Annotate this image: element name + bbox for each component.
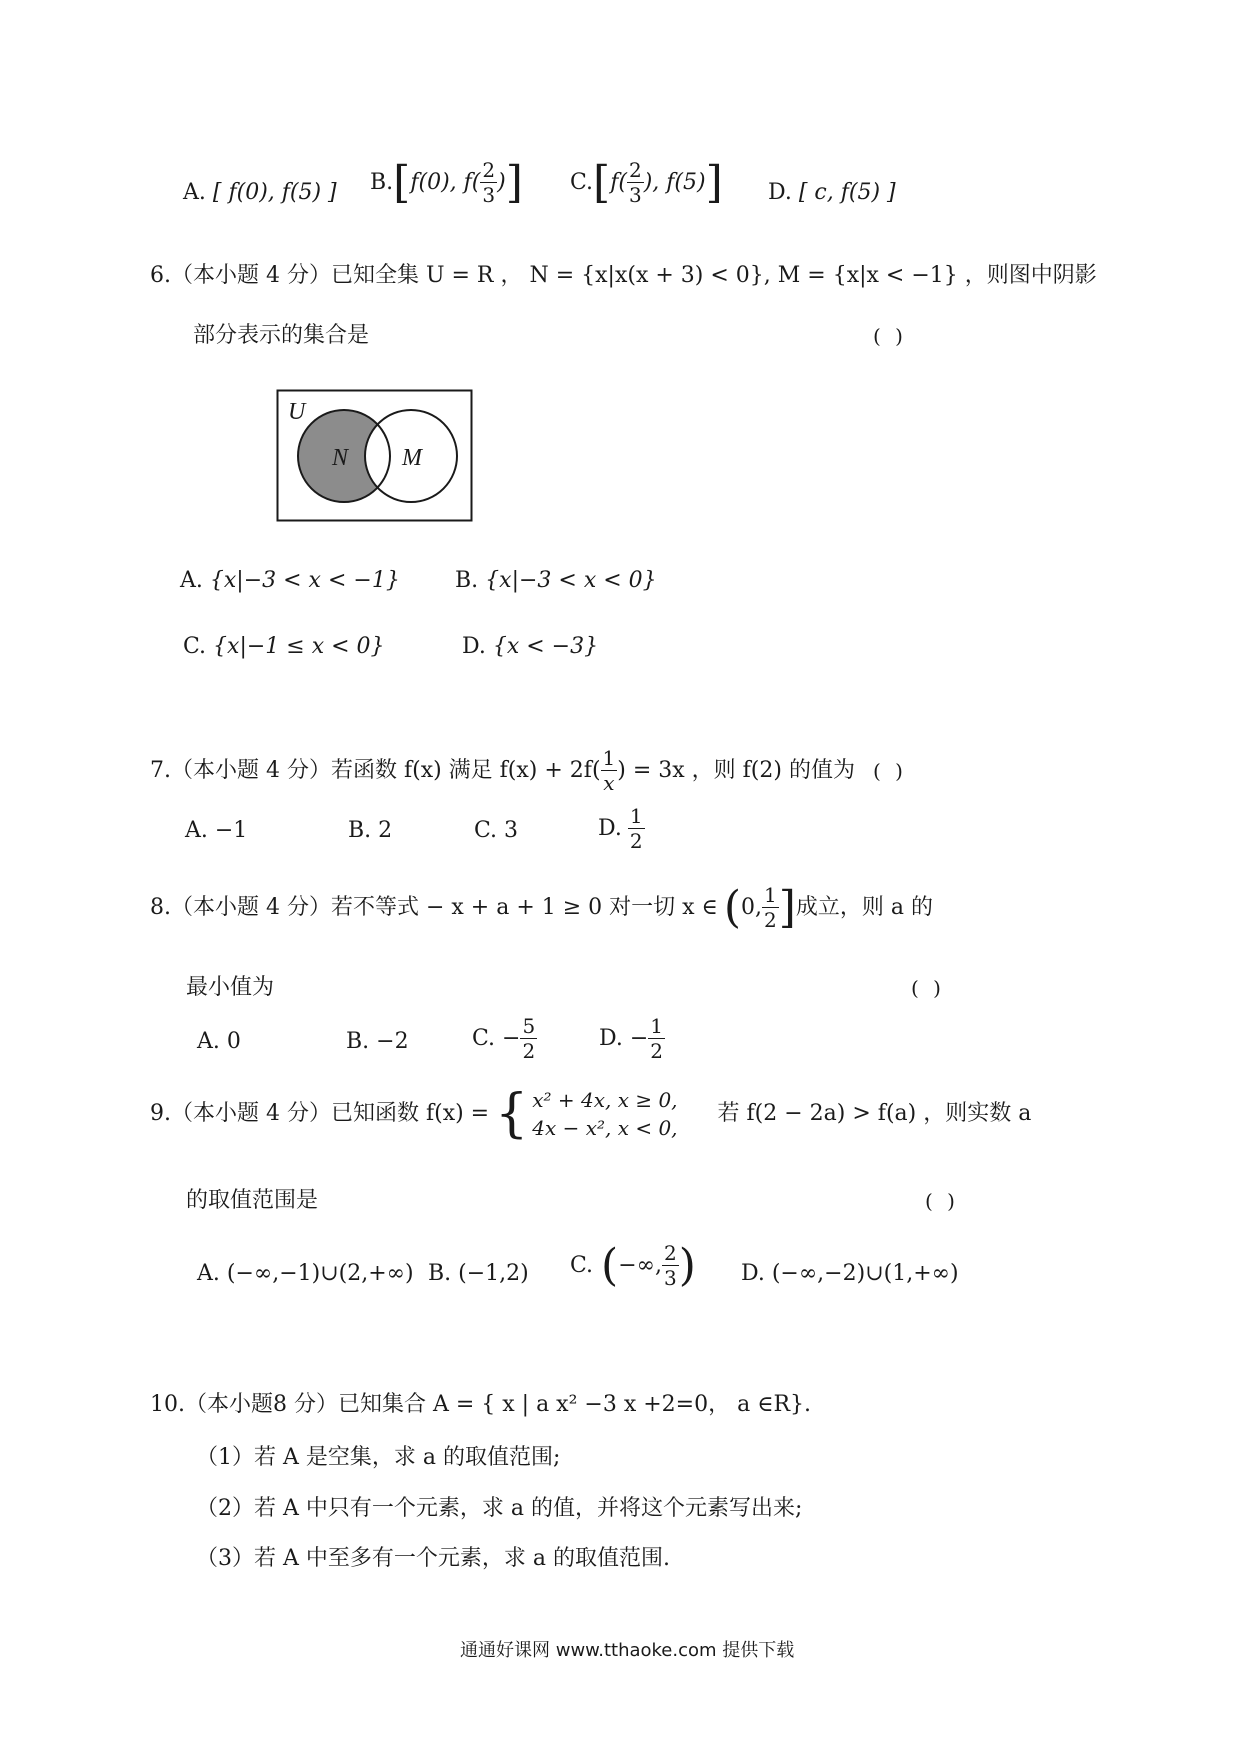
q7-stem-frac-num: 1	[602, 746, 616, 770]
q6-option-a	[180, 566, 400, 596]
q8-answer-paren: ( )	[911, 976, 945, 1000]
q8-stem	[150, 881, 934, 933]
q9-option-c-lparen: (	[601, 1239, 619, 1291]
q8-interval-fraction	[762, 885, 779, 930]
q10-part-1: （1）若 A 是空集，求 a 的取值范围;	[196, 1445, 561, 1470]
q6-option-c-math: {x|−1 ≤ x < 0}	[213, 634, 385, 659]
q6-option-c-label: C.	[183, 634, 207, 659]
q7-stem-pre: 7.（本小题 4 分）若函数 f(x) 满足 f(x) + 2f(	[150, 757, 601, 783]
q6-option-b	[455, 566, 657, 596]
q5-option-b-num: 2	[482, 158, 496, 182]
q9-stem-line2: 的取值范围是	[186, 1188, 319, 1213]
venn-label-u: U	[288, 399, 306, 425]
q8-option-c	[472, 1016, 537, 1061]
q6-answer-paren: ( )	[873, 324, 907, 348]
q8-option-c-num: 5	[522, 1014, 536, 1038]
q5-option-c-label: C.	[570, 169, 594, 195]
q5-option-c-rbracket: ]	[705, 156, 723, 208]
q5-option-c-num: 2	[628, 158, 642, 182]
q7-stem-frac-den: x	[603, 771, 615, 795]
q10-part-2: （2）若 A 中只有一个元素，求 a 的值，并将这个元素写出来;	[196, 1496, 803, 1521]
q8-stem-pre: 8.（本小题 4 分）若不等式 − x + a + 1 ≥ 0 对一切 x ∈	[150, 894, 718, 920]
q5-option-b-den: 3	[482, 183, 496, 207]
q9-option-c-label: C.	[570, 1252, 594, 1278]
q8-option-c-label: C. −	[472, 1025, 521, 1051]
q7-stem-post: ) = 3x ，则 f(2) 的值为	[617, 757, 855, 783]
q9-option-c-num: 2	[663, 1241, 677, 1265]
q7-option-b: B. 2	[348, 818, 393, 843]
q7-option-c: C. 3	[474, 818, 519, 843]
q5-option-c-fraction	[627, 160, 644, 205]
q7-option-d	[598, 806, 645, 851]
q5-option-b	[370, 156, 523, 208]
q8-option-d-num: 1	[650, 1014, 664, 1038]
q7-option-d-fraction	[628, 806, 645, 851]
q5-option-a	[183, 178, 337, 208]
q8-interval-lparen: (	[723, 881, 742, 933]
q9-case-2: 4x − x², x < 0,	[532, 1116, 678, 1140]
q5-option-b-fraction	[480, 160, 497, 205]
q6-venn-diagram	[276, 389, 474, 523]
q5-option-b-rbracket: ]	[505, 156, 523, 208]
venn-label-m: M	[402, 445, 422, 471]
q9-option-d: D. (−∞,−2)∪(1,+∞)	[741, 1261, 959, 1286]
q6-option-b-math: {x|−3 < x < 0}	[485, 568, 657, 593]
q8-option-d	[599, 1016, 665, 1061]
q9-piecewise-brace: {	[495, 1084, 529, 1144]
page-footer: 通通好课网 www.tthaoke.com 提供下载	[460, 1640, 795, 1661]
q9-stem-post: 若 f(2 − 2a) > f(a) ，则实数 a	[717, 1101, 1032, 1126]
q8-interval-num: 1	[764, 883, 777, 907]
q8-interval-rbracket: ]	[778, 881, 796, 933]
q9-option-c-pre: −∞,	[618, 1252, 662, 1278]
q9-case-1: x² + 4x, x ≥ 0,	[532, 1088, 678, 1112]
q8-option-c-den: 2	[522, 1039, 536, 1063]
q9-piecewise	[495, 1086, 677, 1142]
q7-option-d-den: 2	[629, 829, 643, 853]
q7-stem-fraction	[601, 748, 618, 793]
q5-option-c	[570, 156, 723, 208]
q5-option-c-post: ), f(5)	[643, 169, 706, 195]
q8-stem-line2: 最小值为	[186, 975, 275, 1000]
q8-option-d-fraction	[648, 1016, 665, 1061]
q5-option-d-label: D.	[768, 180, 792, 205]
q5-option-c-pre: f(	[610, 169, 627, 195]
q6-option-b-label: B.	[455, 568, 479, 593]
q9-option-b: B. (−1,2)	[428, 1261, 529, 1286]
q8-interval-pre: 0,	[741, 894, 763, 920]
q6-option-a-math: {x|−3 < x < −1}	[209, 568, 400, 593]
q5-option-a-label: A.	[183, 180, 206, 205]
q8-option-b: B. −2	[346, 1029, 409, 1054]
q7-option-d-num: 1	[629, 804, 643, 828]
q5-option-c-lbracket: [	[593, 156, 611, 208]
q6-option-a-label: A.	[180, 568, 203, 593]
q9-option-c	[570, 1239, 696, 1291]
q5-option-b-lbracket: [	[393, 156, 411, 208]
q9-option-c-den: 3	[663, 1266, 677, 1290]
q10-part-3: （3）若 A 中至多有一个元素，求 a 的取值范围.	[196, 1546, 670, 1571]
q5-option-a-math: [ f(0), f(5) ]	[212, 180, 337, 205]
q8-option-d-label: D. −	[599, 1025, 649, 1051]
q5-option-b-pre: f(0), f(	[410, 169, 481, 195]
q7-option-d-label: D.	[598, 815, 622, 841]
q5-option-d	[768, 178, 896, 208]
q8-option-d-den: 2	[650, 1039, 664, 1063]
q10-stem: 10.（本小题8 分）已知集合 A = { x | a x² −3 x +2=0， a ∈R}.	[150, 1392, 812, 1417]
q6-stem-line2: 部分表示的集合是	[193, 323, 370, 348]
q8-option-a: A. 0	[197, 1029, 241, 1054]
q9-option-a: A. (−∞,−1)∪(2,+∞)	[197, 1261, 414, 1286]
q5-option-b-label: B.	[370, 169, 394, 195]
q9-stem	[150, 1086, 1031, 1142]
q6-option-c	[183, 632, 385, 662]
q7-answer-paren: ( )	[872, 758, 907, 783]
q9-option-c-fraction	[662, 1243, 679, 1288]
q9-stem-pre: 9.（本小题 4 分）已知函数 f(x) =	[150, 1101, 490, 1126]
venn-label-n: N	[332, 445, 349, 471]
q8-option-c-fraction	[520, 1016, 537, 1061]
q8-stem-post: 成立，则 a 的	[795, 894, 934, 920]
q9-option-c-rparen: )	[678, 1239, 696, 1291]
q5-option-c-den: 3	[628, 183, 642, 207]
q6-option-d	[462, 632, 598, 662]
q9-answer-paren: ( )	[925, 1189, 959, 1213]
q8-interval-den: 2	[764, 908, 777, 932]
q6-stem: 6.（本小题 4 分）已知全集 U = R ， N = {x|x(x + 3) < 0}, M = {x|x < −1} ，则图中阴影	[150, 263, 1097, 288]
q5-option-b-post: )	[497, 169, 506, 195]
q7-option-a: A. −1	[185, 818, 248, 843]
q5-option-d-math: [ c, f(5) ]	[798, 180, 896, 205]
q6-option-d-label: D.	[462, 634, 486, 659]
q6-option-d-math: {x < −3}	[492, 634, 599, 659]
q7-stem	[150, 748, 907, 793]
